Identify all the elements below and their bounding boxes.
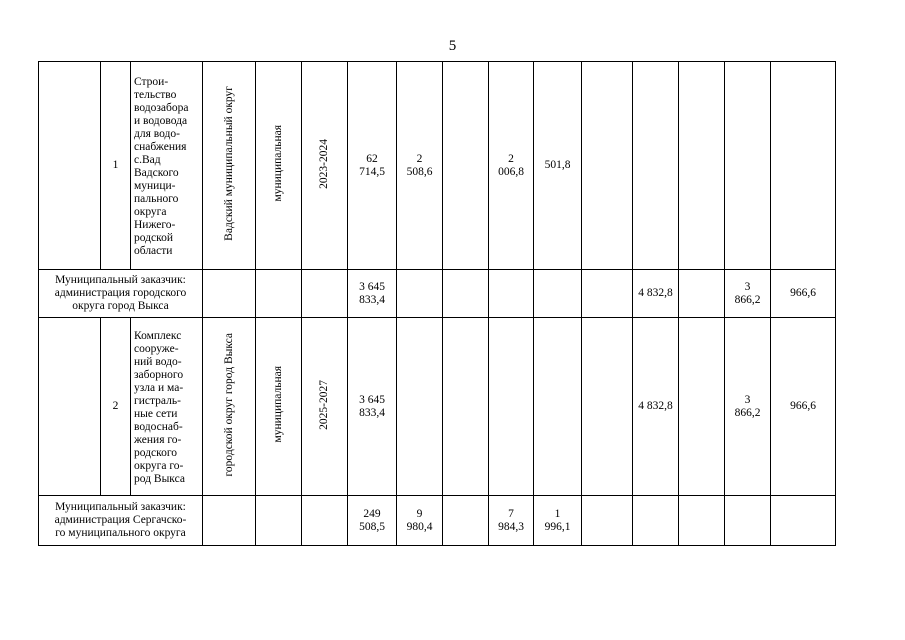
value-cell	[397, 62, 443, 270]
project-name	[131, 62, 203, 270]
project-name	[131, 318, 203, 496]
empty-cell	[443, 62, 489, 270]
name-line: жения го-	[134, 433, 182, 446]
territory-text: городской округ город Выкса	[222, 332, 235, 477]
value-cell: 966,6	[771, 318, 836, 496]
empty-cell	[302, 496, 348, 546]
empty-cell	[489, 318, 534, 496]
value-line: 249	[363, 507, 381, 520]
empty-cell	[679, 318, 725, 496]
name-line: гистраль-	[134, 394, 181, 407]
empty-cell	[443, 318, 489, 496]
name-line: узла и ма-	[134, 381, 184, 394]
name-line: Нижего-	[134, 218, 176, 231]
name-line: округа	[134, 205, 167, 218]
row-number: 2	[101, 318, 131, 496]
empty-cell	[203, 496, 256, 546]
empty-cell	[679, 62, 725, 270]
value-cell	[489, 62, 534, 270]
empty-cell	[633, 496, 679, 546]
name-line: родского	[134, 446, 178, 459]
table-row	[39, 270, 836, 318]
empty-cell	[397, 270, 443, 318]
value-cell	[725, 318, 771, 496]
value-line: 996,1	[544, 520, 571, 533]
empty-cell	[534, 270, 582, 318]
value-cell	[348, 62, 397, 270]
period-text: 2023-2024	[318, 138, 330, 189]
empty-cell	[534, 318, 582, 496]
empty-cell	[39, 62, 101, 270]
value-cell: 501,8	[534, 62, 582, 270]
table-row	[39, 318, 836, 496]
value-line: 2	[416, 152, 423, 165]
name-line: снабжения	[134, 140, 187, 153]
empty-cell	[771, 62, 836, 270]
value-cell	[348, 270, 397, 318]
period-cell	[302, 62, 348, 270]
value-cell: 4 832,8	[633, 318, 679, 496]
period-text: 2025-2027	[318, 379, 330, 430]
name-line: ные сети	[134, 407, 178, 420]
customer-line: Муниципальный заказчик:	[55, 274, 186, 286]
name-line: округа го-	[134, 459, 184, 472]
territory-cell	[203, 318, 256, 496]
empty-cell	[489, 270, 534, 318]
empty-cell	[302, 270, 348, 318]
value-cell	[397, 496, 443, 546]
name-line: Строи-	[134, 75, 169, 88]
name-line: с.Вад	[134, 153, 161, 166]
empty-cell	[582, 270, 633, 318]
table-row	[39, 496, 836, 546]
name-line: для водо-	[134, 127, 180, 140]
value-line: 1	[554, 507, 561, 520]
investment-table	[38, 61, 836, 546]
value-line: 980,4	[406, 520, 433, 533]
value-line: 714,5	[359, 165, 385, 178]
customer-line: администрация городского	[54, 287, 187, 299]
empty-cell	[443, 496, 489, 546]
name-line: заборного	[134, 368, 184, 381]
value-line: 006,8	[498, 165, 524, 178]
value-cell	[348, 318, 397, 496]
name-line: Комплекс	[134, 329, 182, 342]
customer-line: администрация Сергачско-	[54, 514, 187, 526]
value-line: 833,4	[359, 406, 385, 419]
value-line: 3 645	[359, 393, 385, 406]
value-cell: 4 832,8	[633, 270, 679, 318]
value-line: 866,2	[734, 406, 761, 419]
name-line: и водовода	[134, 114, 188, 127]
value-line: 984,3	[498, 520, 524, 533]
name-line: род Выкса	[134, 472, 185, 485]
value-cell	[534, 496, 582, 546]
empty-cell	[397, 318, 443, 496]
value-line: 62	[366, 152, 378, 165]
page-number: 5	[448, 38, 457, 54]
name-line: тельство	[134, 88, 177, 101]
name-line: водоснаб-	[134, 420, 183, 433]
value-line: 508,5	[359, 520, 385, 533]
value-line: 3	[744, 393, 751, 406]
value-cell	[489, 496, 534, 546]
value-line: 9	[416, 507, 423, 520]
name-line: ний водо-	[134, 355, 182, 368]
ownership-text: муниципальная	[272, 125, 284, 202]
period-cell	[302, 318, 348, 496]
value-line: 3 645	[359, 280, 385, 293]
territory-text: Вадский муниципальный округ	[222, 86, 235, 241]
empty-cell	[443, 270, 489, 318]
empty-cell	[582, 318, 633, 496]
value-line: 3	[744, 280, 751, 293]
value-line: 7	[508, 507, 514, 520]
empty-cell	[679, 496, 725, 546]
name-line: Вадского	[134, 166, 179, 179]
empty-cell	[39, 318, 101, 496]
empty-cell	[582, 496, 633, 546]
customer-line: округа город Выкса	[72, 300, 169, 312]
name-line: пального	[134, 192, 179, 205]
empty-cell	[203, 270, 256, 318]
empty-cell	[256, 270, 302, 318]
ownership-cell	[256, 62, 302, 270]
territory-cell	[203, 62, 256, 270]
empty-cell	[725, 62, 771, 270]
name-line: водозабора	[134, 101, 189, 114]
empty-cell	[256, 496, 302, 546]
name-line: области	[134, 244, 173, 257]
value-cell	[348, 496, 397, 546]
name-line: муници-	[134, 179, 176, 192]
value-line: 833,4	[359, 293, 385, 306]
name-line: сооруже-	[134, 342, 179, 355]
value-line: 866,2	[734, 293, 761, 306]
value-cell	[725, 270, 771, 318]
name-line: родской	[134, 231, 174, 244]
empty-cell	[771, 496, 836, 546]
ownership-cell	[256, 318, 302, 496]
ownership-text: муниципальная	[272, 366, 284, 443]
empty-cell	[725, 496, 771, 546]
customer-cell	[39, 270, 203, 318]
row-number: 1	[101, 62, 131, 270]
empty-cell	[582, 62, 633, 270]
empty-cell	[633, 62, 679, 270]
value-line: 508,6	[406, 165, 433, 178]
value-cell: 966,6	[771, 270, 836, 318]
table-row	[39, 62, 836, 270]
customer-cell	[39, 496, 203, 546]
value-line: 2	[508, 152, 514, 165]
customer-line: Муниципальный заказчик:	[55, 501, 186, 513]
empty-cell	[679, 270, 725, 318]
customer-line: го муниципального округа	[55, 527, 186, 539]
